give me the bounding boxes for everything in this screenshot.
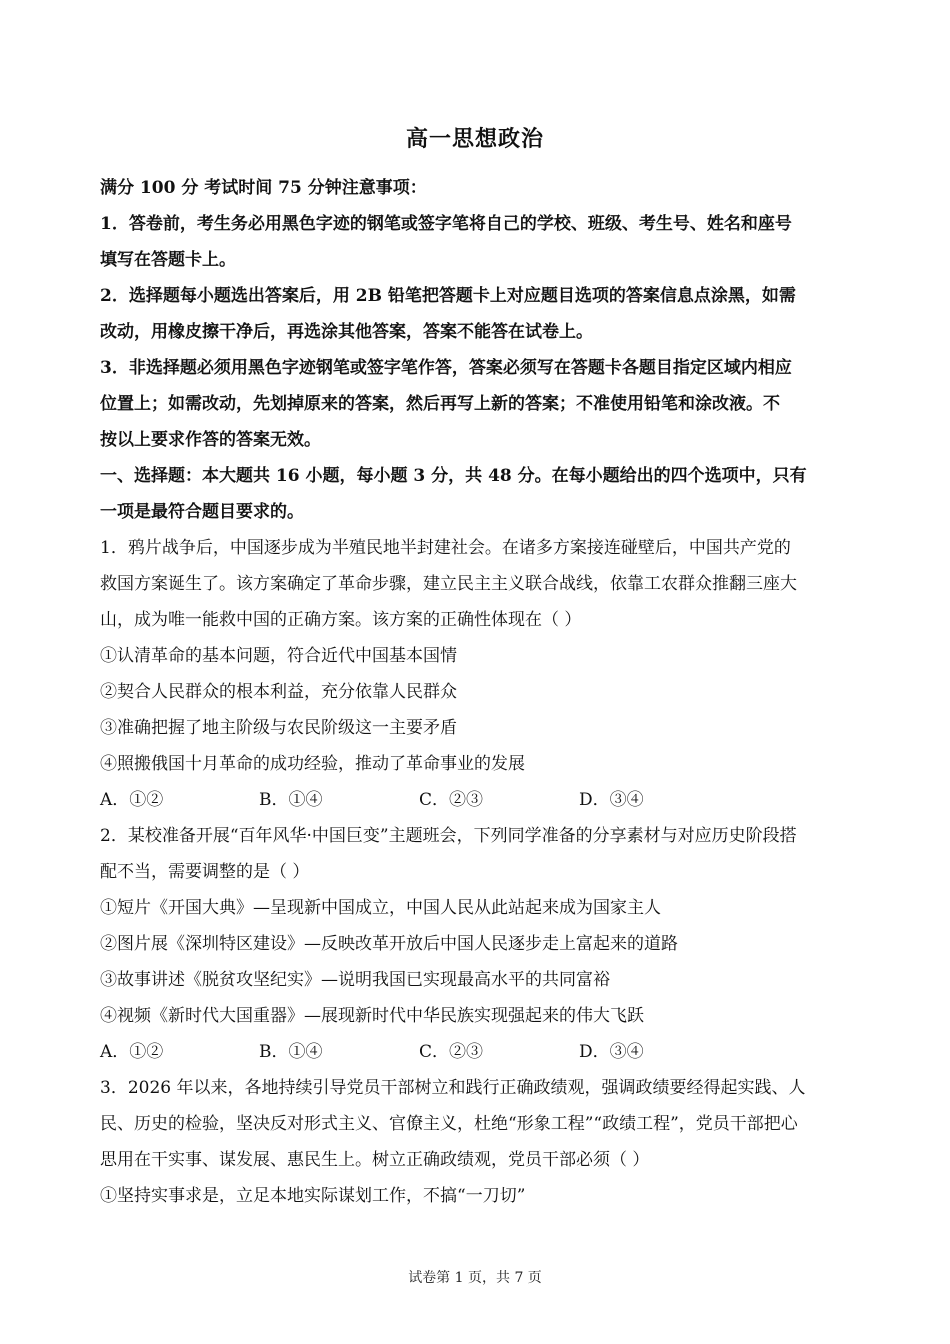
instruction-line: 3．非选择题必须用黑色字迹钢笔或签字笔作答，答案必须写在答题卡各题目指定区域内相应 (100, 358, 792, 378)
instruction-line: 位置上；如需改动，先划掉原来的答案，然后再写上新的答案；不准使用铅笔和涂改液。不 (100, 394, 780, 414)
question-stem-line: 1．鸦片战争后，中国逐步成为半殖民地半封建社会。在诸多方案接连碰壁后，中国共产党的 (100, 538, 791, 558)
question-stem-line: 民、历史的检验，坚决反对形式主义、官僚主义，杜绝“形象工程”“政绩工程”，党员干部把心 (100, 1114, 798, 1134)
option-d: D．③④ (579, 1042, 644, 1062)
question-3 (100, 1070, 860, 1214)
instruction-line: 1．答卷前，考生务必用黑色字迹的钢笔或签字笔将自己的学校、班级、考生号、姓名和座号 (100, 214, 792, 234)
instruction-line: 2．选择题每小题选出答案后，用 2B 铅笔把答题卡上对应题目选项的答案信息点涂黑，如需 (100, 286, 796, 306)
question-item: ③准确把握了地主阶级与农民阶级这一主要矛盾 (100, 718, 457, 738)
question-item: ③故事讲述《脱贫攻坚纪实》—说明我国已实现最高水平的共同富裕 (100, 970, 610, 990)
option-b: B．①④ (259, 1042, 323, 1062)
question-stem-line: 山，成为唯一能救中国的正确方案。该方案的正确性体现在（ ） (100, 610, 582, 630)
question-stem-line: 2．某校准备开展“百年风华·中国巨变”主题班会，下列同学准备的分享素材与对应历史阶段搭 (100, 826, 797, 846)
question-item: ②契合人民群众的根本利益，充分依靠人民群众 (100, 682, 457, 702)
question-item: ①认清革命的基本问题，符合近代中国基本国情 (100, 646, 457, 666)
option-c: C．②③ (419, 790, 484, 810)
option-d: D．③④ (579, 790, 644, 810)
question-stem-line: 3．2026 年以来，各地持续引导党员干部树立和践行正确政绩观，强调政绩要经得起实践、人 (100, 1078, 806, 1098)
option-a: A．①② (100, 790, 164, 810)
exam-info-line: 满分 100 分 考试时间 75 分钟注意事项： (100, 178, 427, 198)
question-stem-line: 配不当，需要调整的是（ ） (100, 862, 310, 882)
option-c: C．②③ (419, 1042, 484, 1062)
section-heading: 一项是最符合题目要求的。 (100, 502, 304, 522)
instruction-line: 改动，用橡皮擦干净后，再选涂其他答案，答案不能答在试卷上。 (100, 322, 593, 342)
question-item: ④照搬俄国十月革命的成功经验，推动了革命事业的发展 (100, 754, 525, 774)
question-1 (100, 530, 860, 818)
question-2 (100, 818, 860, 1070)
instruction-line: 填写在答题卡上。 (100, 250, 236, 270)
option-a: A．①② (100, 1042, 164, 1062)
question-item: ④视频《新时代大国重器》—展现新时代中华民族实现强起来的伟大飞跃 (100, 1006, 644, 1026)
question-stem-line: 救国方案诞生了。该方案确定了革命步骤，建立民主主义联合战线，依靠工农群众推翻三座大 (100, 574, 797, 594)
question-stem-line: 思用在干实事、谋发展、惠民生上。树立正确政绩观，党员干部必须（ ） (100, 1150, 650, 1170)
question-item: ②图片展《深圳特区建设》—反映改革开放后中国人民逐步走上富起来的道路 (100, 934, 678, 954)
answer-options (100, 782, 860, 818)
section-heading: 一、选择题：本大题共 16 小题，每小题 3 分，共 48 分。在每小题给出的四个选项中，只有 (100, 466, 807, 486)
question-item: ①坚持实事求是，立足本地实际谋划工作，不搞“一刀切” (100, 1186, 526, 1206)
instruction-line: 按以上要求作答的答案无效。 (100, 430, 321, 450)
page-footer: 试卷第 1 页，共 7 页 (408, 1270, 542, 1286)
answer-options (100, 1034, 860, 1070)
option-b: B．①④ (259, 790, 323, 810)
question-item: ①短片《开国大典》—呈现新中国成立，中国人民从此站起来成为国家主人 (100, 898, 661, 918)
page-title: 高一思想政治 (405, 126, 544, 152)
exam-content (100, 170, 860, 1214)
